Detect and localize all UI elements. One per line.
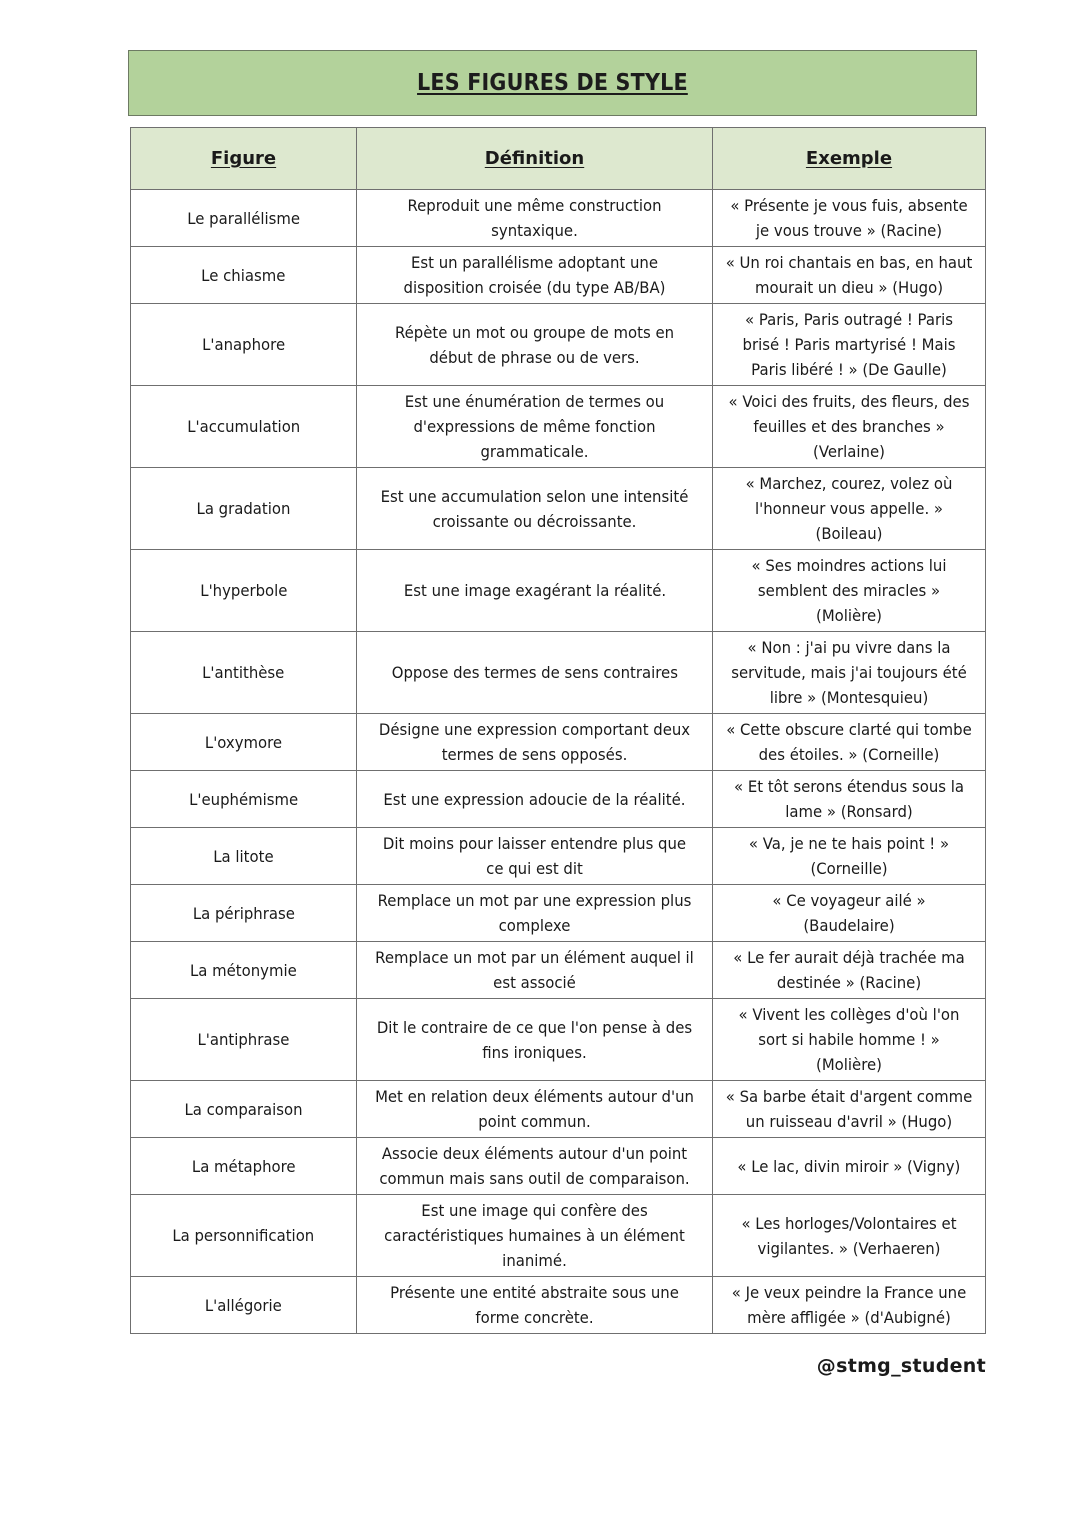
table-row [131, 1138, 986, 1195]
definition-text: Est un parallélisme adoptant une disposition croisée (du type AB/BA) [403, 253, 666, 297]
table-row [131, 247, 986, 304]
table-row [131, 386, 986, 468]
definition-cell [357, 247, 713, 304]
table-row [131, 1277, 986, 1334]
page-title: LES FIGURES DE STYLE [417, 70, 688, 96]
definition-text: Remplace un mot par un élément auquel il est associé [375, 948, 694, 992]
definition-text: Met en relation deux éléments autour d'un point commun. [375, 1087, 694, 1131]
definition-text: Dit moins pour laisser entendre plus que ce qui est dit [382, 834, 687, 878]
figure-name: L'allégorie [205, 1295, 282, 1315]
table-row [131, 190, 986, 247]
example-text: « Sa barbe était d'argent comme un ruisseau d'avril » (Hugo) [725, 1087, 973, 1131]
figure-cell [131, 1081, 357, 1138]
figure-name: L'anaphore [202, 335, 285, 354]
definition-text: Reproduit une même construction syntaxique. [407, 196, 662, 240]
figures-table [130, 127, 986, 1334]
figure-name: La comparaison [184, 1099, 303, 1119]
example-text: « Va, je ne te hais point ! » (Corneille) [748, 834, 950, 878]
example-cell [713, 1138, 986, 1195]
author-watermark: @stmg_student [816, 1355, 986, 1377]
definition-cell [357, 304, 713, 386]
example-cell [713, 771, 986, 828]
example-cell [713, 942, 986, 999]
example-cell [713, 1081, 986, 1138]
definition-text: Est une énumération de termes ou d'expressions de même fonction grammaticale. [404, 392, 665, 461]
figure-name: La gradation [196, 499, 291, 518]
table-row [131, 468, 986, 550]
figure-name: La périphrase [192, 903, 295, 923]
table-row [131, 1195, 986, 1277]
definition-text: Est une image qui confère des caractéristiques humaines à un élément inanimé. [384, 1201, 685, 1270]
figure-cell [131, 386, 357, 468]
example-cell [713, 468, 986, 550]
definition-text: Remplace un mot par une expression plus complexe [377, 891, 692, 935]
figure-name: Le chiasme [201, 265, 286, 285]
figure-cell [131, 714, 357, 771]
example-cell [713, 247, 986, 304]
definition-cell [357, 632, 713, 714]
table-row [131, 304, 986, 386]
example-text: « Non : j'ai pu vivre dans la servitude, mais j'ai toujours été libre » (Montesquieu) [731, 638, 967, 707]
example-cell [713, 386, 986, 468]
table-row [131, 1081, 986, 1138]
definition-text: Présente une entité abstraite sous une forme concrète. [390, 1283, 679, 1327]
figure-cell [131, 771, 357, 828]
definition-cell [357, 190, 713, 247]
column-header-figure: Figure [131, 128, 357, 190]
example-cell [713, 190, 986, 247]
example-cell [713, 304, 986, 386]
figure-cell [131, 828, 357, 885]
definition-cell [357, 1138, 713, 1195]
figure-cell [131, 247, 357, 304]
example-text: « Les horloges/Volontaires et vigilantes. » (Verhaeren) [741, 1213, 957, 1258]
definition-cell [357, 550, 713, 632]
example-text: « Vivent les collèges d'où l'on sort si habile homme ! » (Molière) [738, 1005, 960, 1074]
figure-cell [131, 190, 357, 247]
table-row [131, 885, 986, 942]
table-row [131, 999, 986, 1081]
definition-text: Répète un mot ou groupe de mots en début de phrase ou de vers. [394, 322, 675, 367]
example-text: « Le fer aurait déjà trachée ma destinée » (Racine) [733, 948, 965, 992]
figure-name: L'antiphrase [197, 1030, 290, 1049]
example-cell [713, 714, 986, 771]
figure-name: L'antithèse [202, 663, 285, 682]
figure-name: L'accumulation [187, 417, 300, 436]
figure-name: L'oxymore [204, 732, 283, 752]
example-cell [713, 999, 986, 1081]
figure-name: La métonymie [190, 960, 297, 980]
column-header-definition: Définition [357, 128, 713, 190]
definition-cell [357, 386, 713, 468]
figure-cell [131, 1195, 357, 1277]
example-text: « Paris, Paris outragé ! Paris brisé ! Paris martyrisé ! Mais Paris libéré ! » (De Gaulle) [742, 310, 956, 379]
example-text: « Cette obscure clarté qui tombe des étoiles. » (Corneille) [726, 720, 972, 764]
definition-text: Est une expression adoucie de la réalité. [383, 789, 686, 809]
definition-text: Désigne une expression comportant deux termes de sens opposés. [378, 720, 691, 764]
definition-cell [357, 942, 713, 999]
example-cell [713, 1277, 986, 1334]
definition-cell [357, 1081, 713, 1138]
definition-text: Oppose des termes de sens contraires [391, 663, 678, 682]
definition-text: Est une image exagérant la réalité. [403, 581, 666, 600]
figure-cell [131, 885, 357, 942]
example-cell [713, 550, 986, 632]
figure-cell [131, 468, 357, 550]
example-cell [713, 828, 986, 885]
figure-name: La personnification [172, 1226, 315, 1245]
table-row [131, 942, 986, 999]
figure-cell [131, 1277, 357, 1334]
figure-cell [131, 632, 357, 714]
figure-name: La litote [213, 846, 274, 866]
example-text: « Ce voyageur ailé » (Baudelaire) [772, 891, 926, 935]
example-text: « Ses moindres actions lui semblent des miracles » (Molière) [751, 556, 947, 625]
definition-text: Dit le contraire de ce que l'on pense à des fins ironiques. [376, 1017, 693, 1062]
definition-cell [357, 999, 713, 1081]
definition-cell [357, 885, 713, 942]
figure-name: Le parallélisme [187, 208, 300, 228]
table-row [131, 714, 986, 771]
example-cell [713, 632, 986, 714]
example-text: « Un roi chantais en bas, en haut mourait un dieu » (Hugo) [725, 253, 973, 297]
table-row [131, 632, 986, 714]
column-header-example: Exemple [713, 128, 986, 190]
figure-cell [131, 550, 357, 632]
table-header-row [131, 128, 986, 190]
figure-name: L'euphémisme [188, 789, 299, 809]
table-row [131, 771, 986, 828]
figure-cell [131, 942, 357, 999]
definition-cell [357, 828, 713, 885]
definition-cell [357, 714, 713, 771]
title-banner [128, 50, 977, 116]
definition-text: Associe deux éléments autour d'un point commun mais sans outil de comparaison. [379, 1144, 690, 1188]
definition-cell [357, 1277, 713, 1334]
definition-cell [357, 468, 713, 550]
figure-cell [131, 304, 357, 386]
figure-name: L'hyperbole [199, 581, 288, 600]
example-text: « Voici des fruits, des fleurs, des feuilles et des branches » (Verlaine) [728, 392, 970, 461]
example-text: « Je veux peindre la France une mère affligée » (d'Aubigné) [731, 1283, 967, 1327]
example-text: « Le lac, divin miroir » (Vigny) [737, 1156, 961, 1176]
definition-text: Est une accumulation selon une intensité croissante ou décroissante. [380, 486, 689, 531]
figure-cell [131, 1138, 357, 1195]
example-text: « Marchez, courez, volez où l'honneur vous appelle. » (Boileau) [745, 474, 953, 543]
figure-name: La métaphore [191, 1156, 296, 1176]
example-cell [713, 1195, 986, 1277]
figure-cell [131, 999, 357, 1081]
table-row [131, 828, 986, 885]
definition-cell [357, 1195, 713, 1277]
table-row [131, 550, 986, 632]
definition-cell [357, 771, 713, 828]
example-cell [713, 885, 986, 942]
example-text: « Et tôt serons étendus sous la lame » (Ronsard) [734, 777, 964, 821]
example-text: « Présente je vous fuis, absente je vous trouve » (Racine) [730, 196, 968, 240]
